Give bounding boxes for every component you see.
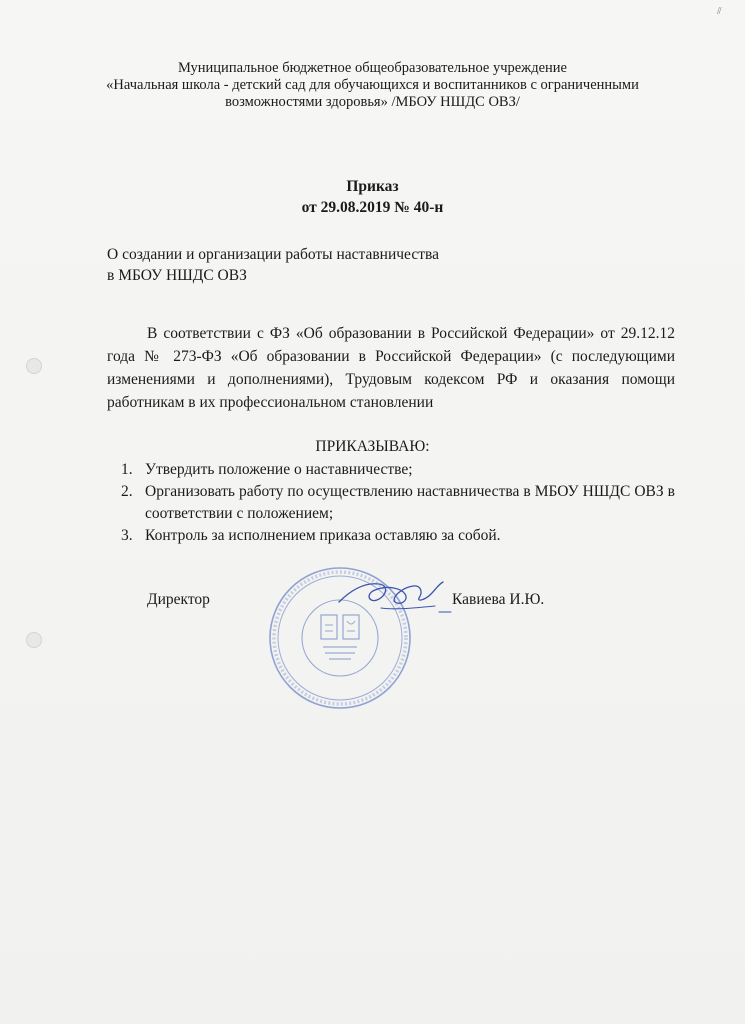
signature-underline (381, 606, 451, 612)
item-text: Организовать работу по осуществлению наставничества в МБОУ НШДС ОВЗ в соответствии с положением; (145, 483, 675, 522)
signatory-title: Директор (147, 591, 210, 608)
signatory-name: Кавиева И.Ю. (452, 591, 545, 608)
item-number: 3. (121, 527, 133, 544)
order-items-list (107, 459, 675, 547)
stamp-inner-lines (323, 647, 357, 659)
signature-stroke (339, 582, 443, 603)
order-title (60, 176, 685, 218)
item-number: 1. (121, 461, 133, 478)
list-item (107, 459, 675, 481)
punch-hole-icon (26, 632, 42, 648)
subject-line-2: в МБОУ НШДС ОВЗ (107, 267, 247, 284)
list-item (107, 525, 675, 547)
item-text: Контроль за исполнением приказа оставляю за собой. (145, 527, 501, 544)
org-line-1: Муниципальное бюджетное общеобразовательное учреждение (178, 60, 567, 76)
org-line-3: возможностями здоровья» /МБОУ НШДС ОВЗ/ (225, 94, 520, 110)
order-heading: Приказ (346, 178, 399, 195)
subject-line-1: О создании и организации работы наставничества (107, 246, 439, 263)
organization-header (60, 60, 685, 111)
item-text: Утвердить положение о наставничестве; (145, 461, 413, 478)
order-word: ПРИКАЗЫВАЮ: (315, 438, 430, 455)
org-line-2: «Начальная школа - детский сад для обучающихся и воспитанников с ограниченными (106, 77, 639, 93)
item-number: 2. (121, 483, 133, 500)
punch-hole-icon (26, 358, 42, 374)
handwritten-signature (335, 572, 455, 620)
order-number-date: от 29.08.2019 № 40-н (301, 199, 444, 216)
list-item (107, 481, 675, 525)
stamp-emblem-details (325, 621, 355, 631)
corner-mark: // (717, 6, 721, 17)
preamble-paragraph: В соответствии с ФЗ «Об образовании в Российской Федерации» от 29.12.12 года № 273-ФЗ «Об образовании в Российской Федерации» (с последующими изменениями и дополнениями), Трудовым кодексом РФ и оказания помощи работникам в их профессиональном становлении (107, 325, 675, 411)
order-subject (107, 244, 439, 286)
